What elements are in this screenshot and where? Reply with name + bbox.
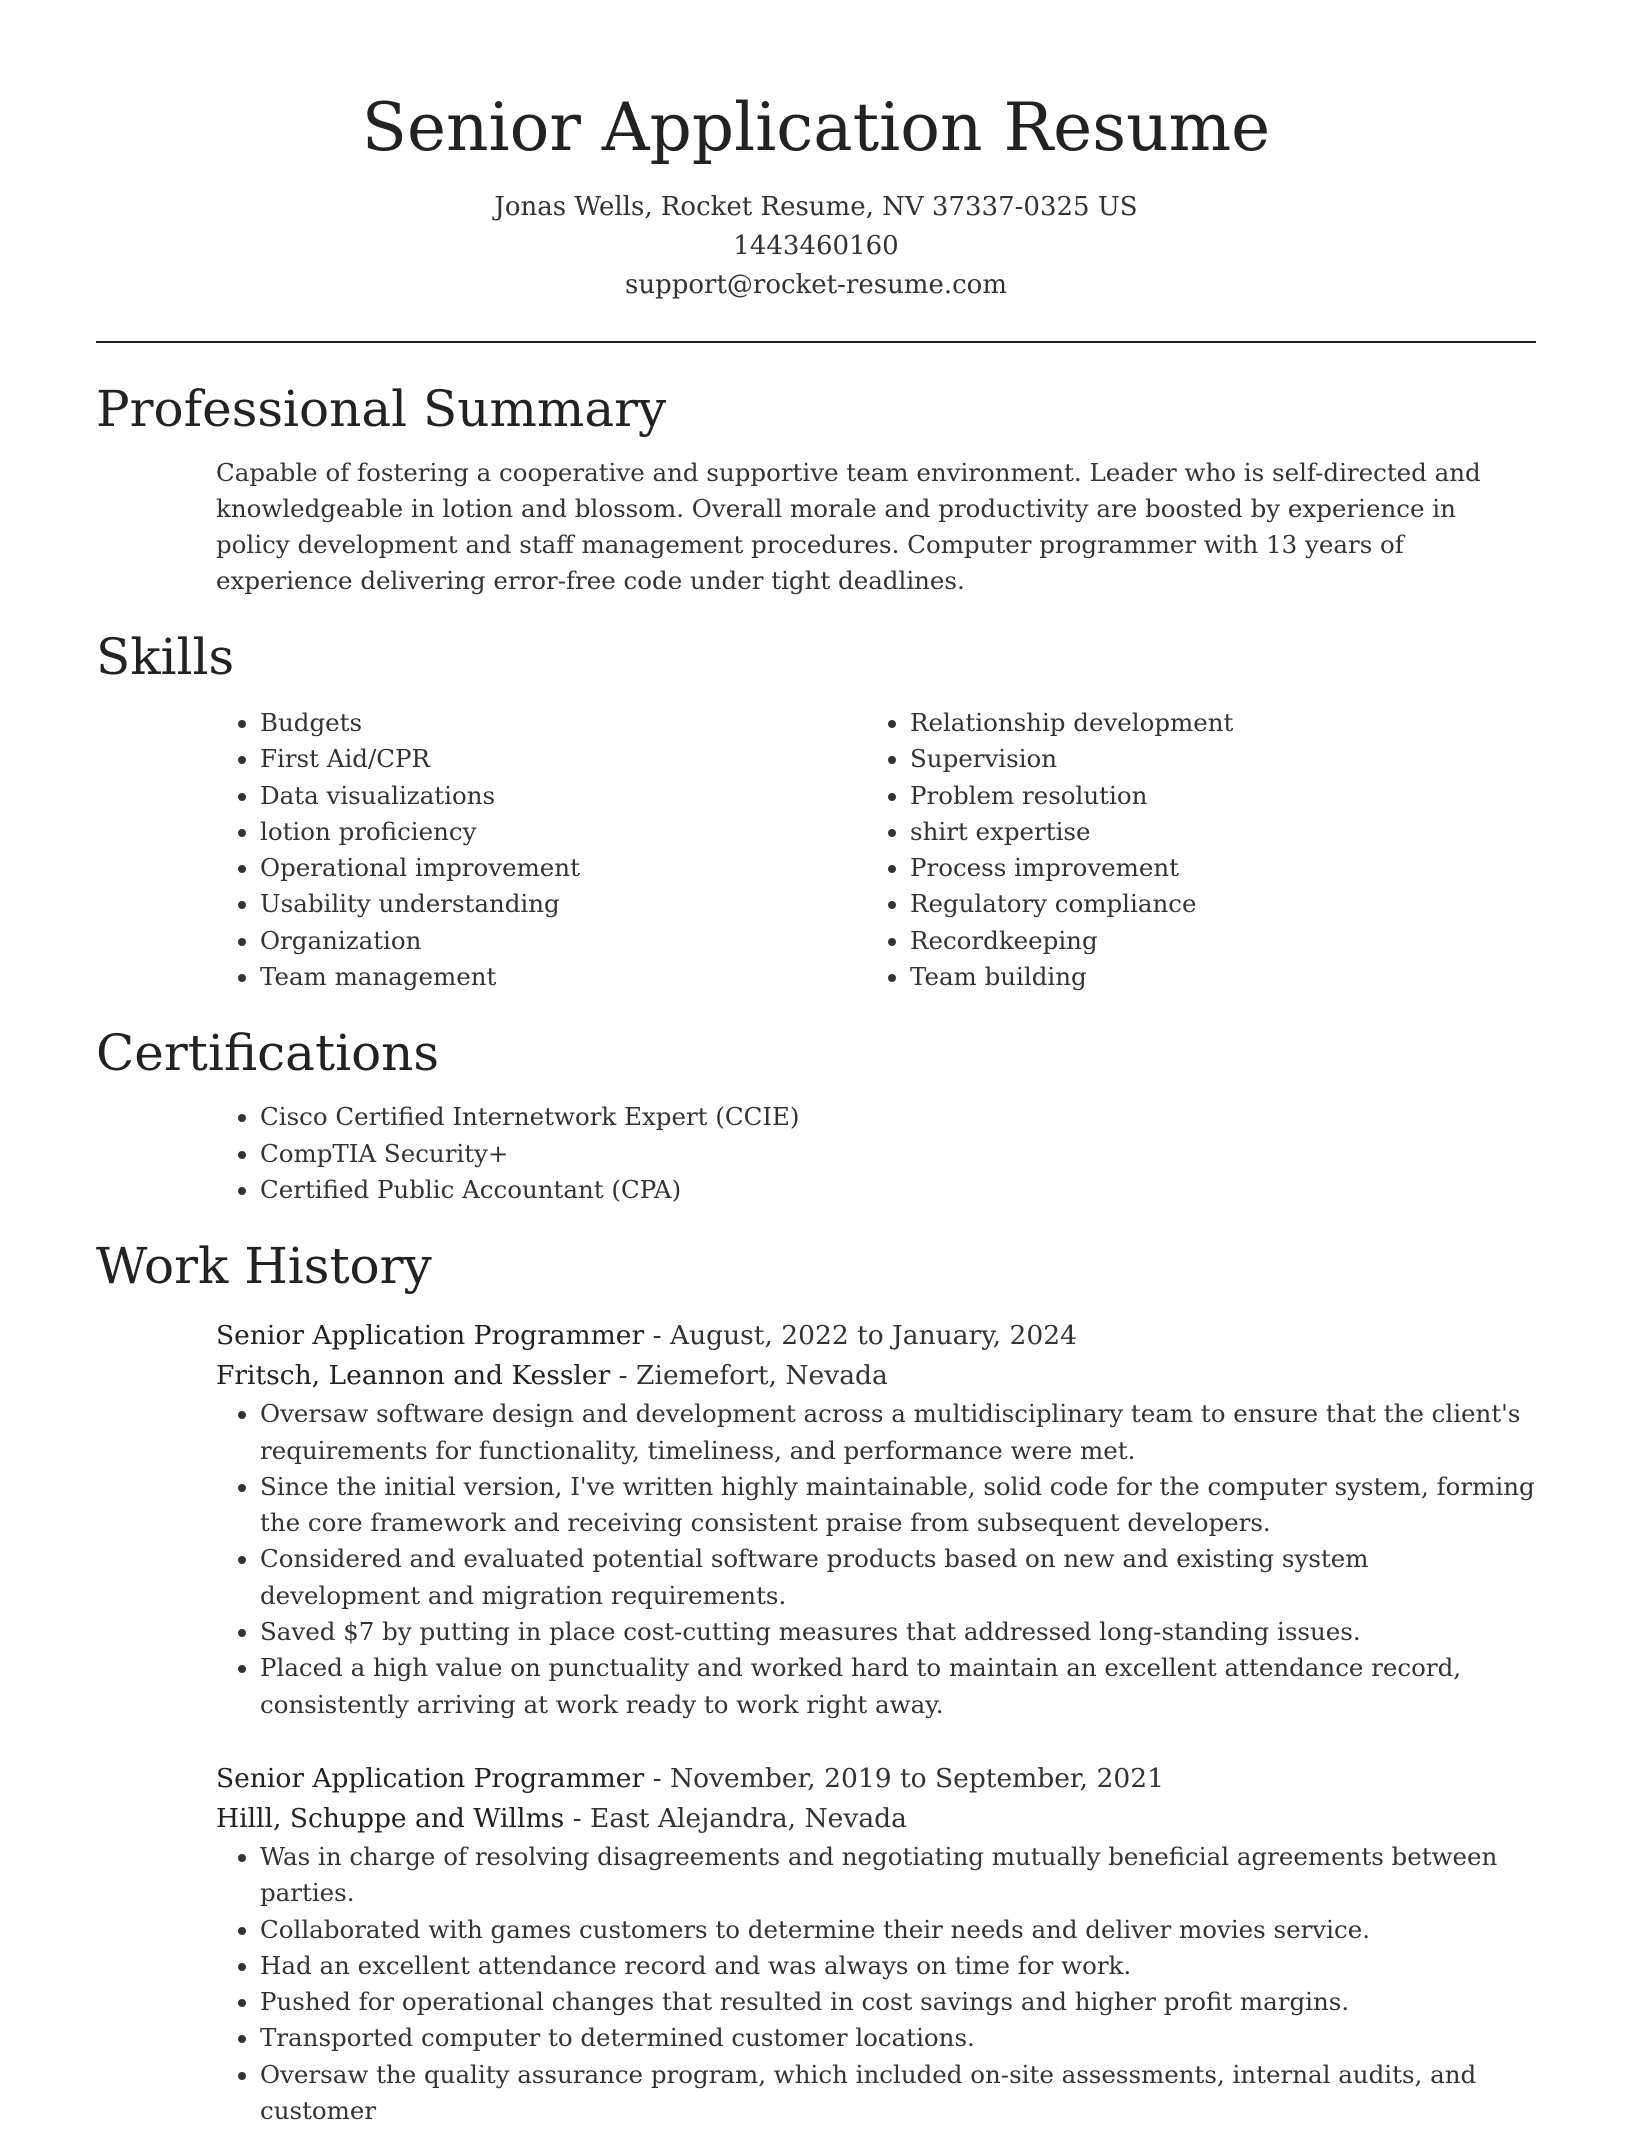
- skills-list-left: [216, 705, 866, 995]
- contact-email: support@rocket-resume.com: [624, 270, 1007, 300]
- job-bullet: • Had an excellent attendance record and was always on time for work.: [260, 1948, 1536, 1984]
- header-divider: [96, 341, 1536, 343]
- skills-list-right: [866, 705, 1516, 995]
- job-dates: - August, 2022 to January, 2024: [644, 1320, 1077, 1352]
- skill-item: • Process improvement: [910, 850, 1516, 886]
- skill-item: • Relationship development: [910, 705, 1516, 741]
- certification-item: • Cisco Certified Internetwork Expert (CCIE): [260, 1099, 1536, 1135]
- contact-address: Jonas Wells, Rocket Resume, NV 37337-0325 US: [494, 192, 1138, 222]
- certifications-section: [96, 1099, 1536, 1208]
- skill-item: • shirt expertise: [910, 814, 1516, 850]
- resume-title: Senior Application Resume: [361, 89, 1271, 166]
- job-title-line: [216, 1759, 1536, 1799]
- job-location: - Ziemefort, Nevada: [610, 1360, 888, 1392]
- skill-item: • Budgets: [260, 705, 866, 741]
- skill-item: • Team building: [910, 959, 1516, 995]
- job-title-line: [216, 1316, 1536, 1356]
- job-bullet: • Placed a high value on punctuality and worked hard to maintain an excellent attendance record, consistently arriving at work ready to work right away.: [260, 1650, 1536, 1723]
- job-bullet: • Since the initial version, I've written highly maintainable, solid code for the computer system, forming the core framework and receiving consistent praise from subsequent developers.: [260, 1469, 1536, 1542]
- job-company: Fritsch, Leannon and Kessler: [216, 1360, 611, 1392]
- job-bullets: [216, 1839, 1536, 2129]
- skill-item: • Usability understanding: [260, 886, 866, 922]
- job-bullet: • Saved $7 by putting in place cost-cutting measures that addressed long-standing issues.: [260, 1614, 1536, 1650]
- job-bullet: • Considered and evaluated potential software products based on new and existing system development and migration requirements.: [260, 1541, 1536, 1614]
- skills-column-right: [866, 705, 1516, 995]
- certification-item: • Certified Public Accountant (CPA): [260, 1172, 1536, 1208]
- job-title: Senior Application Programmer: [216, 1762, 645, 1794]
- job-company: Hilll, Schuppe and Willms: [216, 1802, 565, 1834]
- work-history-heading: Work History: [96, 1237, 432, 1296]
- summary-text: Capable of fostering a cooperative and supportive team environment. Leader who is self-directed and knowledgeable in lotion and blossom. Overall morale and productivity are boosted by experience in policy development and staff management procedures. Computer programmer with 13 years of experience delivering error-free code under tight deadlines.: [216, 458, 1481, 595]
- job-title: Senior Application Programmer: [216, 1320, 645, 1352]
- job-bullet: • Collaborated with games customers to determine their needs and deliver movies service.: [260, 1912, 1536, 1948]
- skill-item: • lotion proficiency: [260, 814, 866, 850]
- resume-header: [96, 0, 1536, 305]
- skills-grid: [96, 705, 1536, 995]
- skill-item: • Recordkeeping: [910, 923, 1516, 959]
- skills-column-left: [216, 705, 866, 995]
- skill-item: • Team management: [260, 959, 866, 995]
- job-bullet: • Pushed for operational changes that resulted in cost savings and higher profit margins.: [260, 1984, 1536, 2020]
- contact-phone: 1443460160: [733, 231, 899, 261]
- skill-item: • First Aid/CPR: [260, 741, 866, 777]
- job-bullets: [216, 1396, 1536, 1723]
- certification-item: • CompTIA Security+: [260, 1136, 1536, 1172]
- job-company-line: [216, 1356, 1536, 1396]
- job-entry: [96, 1759, 1536, 2129]
- contact-block: [96, 188, 1536, 305]
- job-dates: - November, 2019 to September, 2021: [644, 1762, 1164, 1794]
- job-bullet: • Was in charge of resolving disagreements and negotiating mutually beneficial agreements between parties.: [260, 1839, 1536, 1912]
- job-bullet: • Oversaw software design and development across a multidisciplinary team to ensure that the client's requirements for functionality, timeliness, and performance were met.: [260, 1396, 1536, 1469]
- certifications-heading: Certifications: [96, 1024, 440, 1083]
- skills-heading: Skills: [96, 628, 235, 686]
- skill-item: • Organization: [260, 923, 866, 959]
- skill-item: • Operational improvement: [260, 850, 866, 886]
- summary-heading: Professional Summary: [96, 380, 667, 438]
- summary-section: [96, 455, 1536, 599]
- job-location: - East Alejandra, Nevada: [564, 1802, 907, 1834]
- job-bullet: • Transported computer to determined customer locations.: [260, 2020, 1536, 2056]
- certifications-list: [216, 1099, 1536, 1208]
- job-entry: [96, 1316, 1536, 1723]
- skill-item: • Regulatory compliance: [910, 886, 1516, 922]
- skill-item: • Problem resolution: [910, 778, 1516, 814]
- job-bullet: • Oversaw the quality assurance program, which included on-site assessments, internal audits, and customer: [260, 2057, 1536, 2129]
- skill-item: • Data visualizations: [260, 778, 866, 814]
- job-company-line: [216, 1799, 1536, 1839]
- skill-item: • Supervision: [910, 741, 1516, 777]
